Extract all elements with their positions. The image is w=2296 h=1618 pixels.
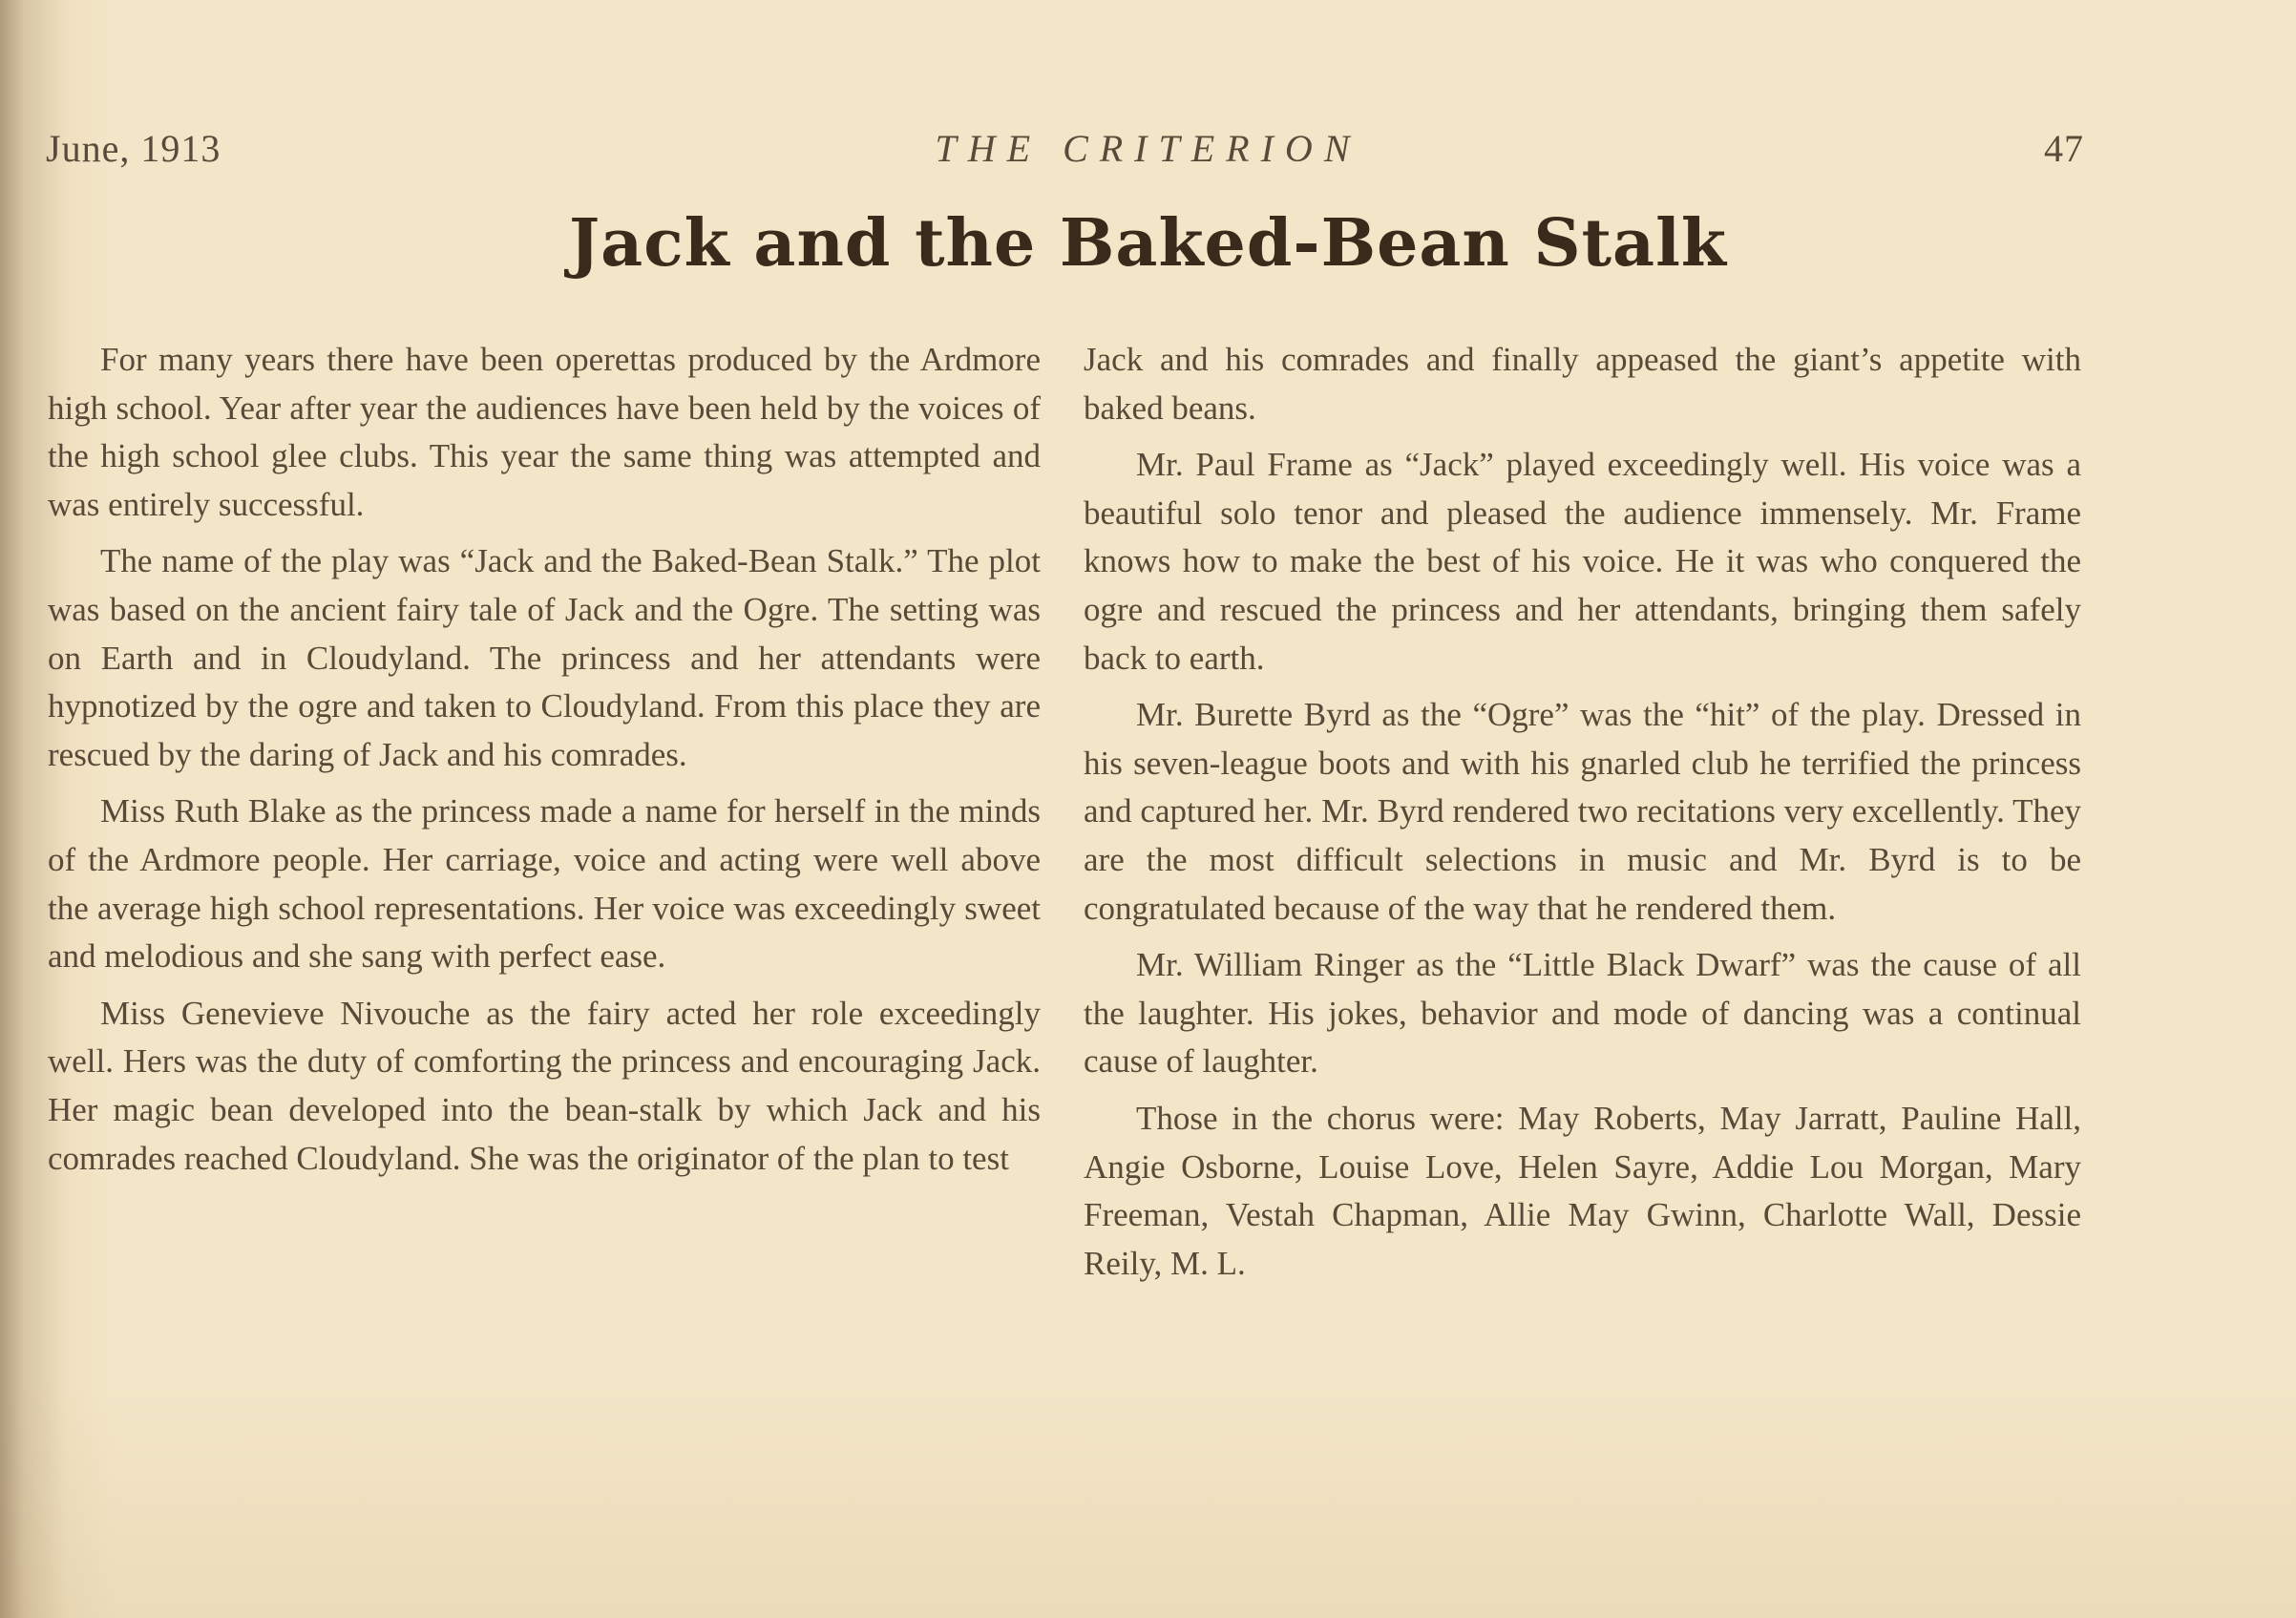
paragraph: Mr. Paul Frame as “Jack” played exceedingly well. His voice was a beautiful solo tenor and pleased the audience immensely. Mr. Frame knows how to make the best of his voice. He it was who conquered the ogre and rescued the princess and her attendants, bringing them safely back to earth.: [1084, 446, 2081, 677]
paragraph: For many years there have been operettas produced by the Ardmore high school. Year after year the audiences have been held by the voices of the high school glee clubs. This year the same thing was attempted and was entirely successful.: [48, 341, 1041, 523]
paragraph: Those in the chorus were: May Roberts, May Jarratt, Pauline Hall, Angie Osborne, Louise Love, Helen Sayre, Addie Lou Morgan, Mary Freeman, Vestah Chapman, Allie May Gwinn, Charlotte Wall, Dessie Reily, M. L.: [1084, 1099, 2081, 1282]
paragraph: Jack and his comrades and finally appeased the giant’s appetite with baked beans.: [1084, 341, 2081, 427]
left-column: [48, 336, 1041, 1191]
paragraph: Miss Ruth Blake as the princess made a name for herself in the minds of the Ardmore people. Her carriage, voice and acting were well above the average high school representations. Her voice was exceedingly sweet and melodious and she sang with perfect ease.: [48, 792, 1041, 976]
paragraph: Mr. Burette Byrd as the “Ogre” was the “hit” of the play. Dressed in his seven-league boots and with his gnarled club he terrified the princess and captured her. Mr. Byrd rendered two recitations very excellently. They are the most difficult selections in music and Mr. Byrd is to be congratulated because of the way that he rendered them.: [1084, 696, 2081, 927]
paragraph: Mr. William Ringer as the “Little Black Dwarf” was the cause of all the laughter. His jokes, behavior and mode of dancing was a continual cause of laughter.: [1084, 946, 2081, 1081]
issue-date: June, 1913: [46, 127, 221, 170]
paragraph: The name of the play was “Jack and the Baked-Bean Stalk.” The plot was based on the ancient fairy tale of Jack and the Ogre. The setting was on Earth and in Cloudyland. The princess and her attendants were hypnotized by the ogre and taken to Cloudyland. From this place they are rescued by the daring of Jack and his comrades.: [48, 542, 1041, 773]
page-number: 47: [2044, 127, 2084, 170]
publication-title: THE CRITERION: [935, 127, 1361, 170]
article-title: Jack and the Baked-Bean Stalk: [568, 205, 1728, 282]
paragraph: Miss Genevieve Nivouche as the fairy acted her role exceedingly well. Hers was the duty of comforting the princess and encouraging Jack. Her magic bean developed into the bean-stalk by which Jack and his comrades reached Cloudyland. She was the originator of the plan to test: [48, 994, 1041, 1177]
right-column: [1084, 336, 2081, 1296]
